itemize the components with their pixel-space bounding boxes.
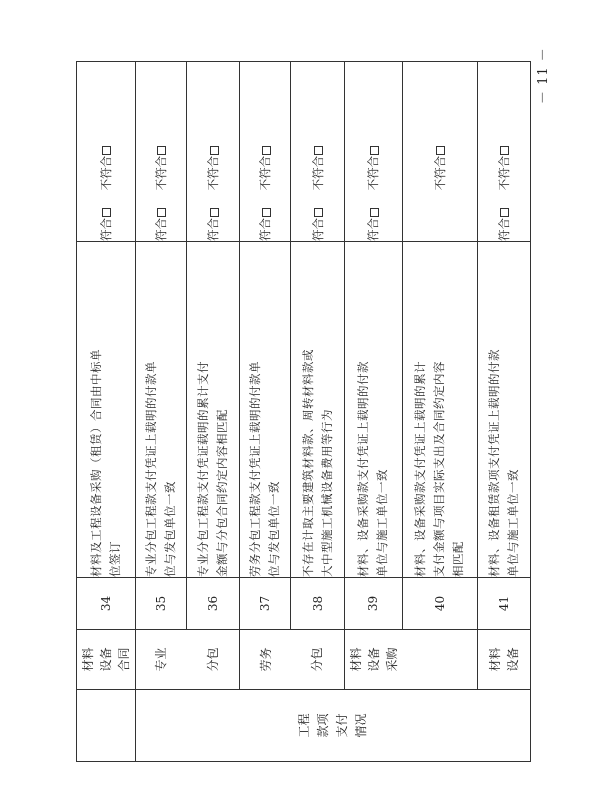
option-yes[interactable]: 符合 — [153, 208, 169, 241]
option-no[interactable]: 不符合 — [257, 146, 273, 191]
requirement-line: 劳务分包工程款支付凭证上载明的付款单 — [248, 361, 263, 577]
item-number: 40 — [402, 578, 477, 630]
checkbox-icon[interactable] — [157, 146, 166, 155]
category-text: 设备 — [98, 647, 113, 672]
checkbox-icon[interactable] — [157, 208, 166, 217]
result-cell — [344, 62, 402, 242]
blank-cell — [77, 690, 136, 762]
checkbox-icon[interactable] — [102, 146, 111, 155]
option-yes[interactable]: 符合 — [310, 208, 326, 241]
table-row — [402, 62, 477, 762]
requirement-line: 材料、设备采购款支付凭证上载明的付款 — [356, 361, 371, 577]
checkbox-icon[interactable] — [370, 146, 379, 155]
category-text: 材料 — [348, 647, 363, 672]
requirement-line: 单位与施工单位一致 — [375, 469, 390, 577]
checkbox-icon[interactable] — [500, 146, 509, 155]
table-row — [77, 62, 136, 762]
category-cell — [186, 630, 239, 690]
option-yes[interactable]: 符合 — [205, 208, 221, 241]
requirement-line: 位与发包单位一致 — [267, 481, 282, 577]
requirement-cell — [402, 242, 477, 578]
category-cell — [135, 630, 186, 690]
category-text: 设备 — [505, 647, 520, 672]
requirement-cell — [77, 242, 136, 578]
section-text: 款项 — [315, 713, 330, 738]
category-text: 专业 — [154, 647, 169, 672]
category-text: 材料 — [80, 647, 95, 672]
requirement-line: 不存在计取主要建筑材料款、周转材料款或 — [300, 349, 315, 577]
category-cell — [240, 630, 291, 690]
category-cell — [344, 630, 402, 690]
item-number: 39 — [344, 578, 402, 630]
result-cell — [135, 62, 186, 242]
option-yes[interactable]: 符合 — [98, 208, 114, 241]
requirement-line: 单位与施工单位一致 — [505, 469, 520, 577]
result-cell — [186, 62, 239, 242]
checkbox-icon[interactable] — [102, 208, 111, 217]
requirement-cell — [135, 242, 186, 578]
category-text: 材料 — [487, 647, 502, 672]
category-text: 分包 — [310, 647, 325, 672]
requirement-line: 金额与分包合同约定内容相匹配 — [215, 409, 230, 577]
option-no[interactable]: 不符合 — [496, 146, 512, 191]
checkbox-icon[interactable] — [436, 146, 445, 155]
item-number: 35 — [135, 578, 186, 630]
page-number: － 11 － — [536, 47, 551, 104]
item-number: 36 — [186, 578, 239, 630]
option-no[interactable]: 不符合 — [432, 146, 448, 191]
requirement-line: 材料及工程设备采购（租赁）合同由中标单 — [88, 349, 103, 577]
requirement-cell — [240, 242, 291, 578]
category-text: 采购 — [384, 647, 399, 672]
checklist-table — [76, 61, 531, 762]
category-cell — [291, 630, 344, 690]
requirement-cell — [186, 242, 239, 578]
option-yes[interactable]: 符合 — [257, 208, 273, 241]
category-cell — [477, 630, 530, 690]
table-row — [186, 62, 239, 762]
item-number: 38 — [291, 578, 344, 630]
category-text: 合同 — [116, 647, 131, 672]
option-no[interactable]: 不符合 — [310, 146, 326, 191]
section-text: 支付 — [334, 713, 349, 738]
category-text: 设备 — [366, 647, 381, 672]
result-cell — [240, 62, 291, 242]
checkbox-icon[interactable] — [210, 208, 219, 217]
checkbox-icon[interactable] — [314, 208, 323, 217]
option-no[interactable]: 不符合 — [98, 146, 114, 191]
requirement-line: 材料、设备采购款支付凭证上载明的累计 — [413, 361, 428, 577]
category-cell — [402, 630, 477, 690]
table-row — [477, 62, 530, 762]
result-cell — [77, 62, 136, 242]
requirement-cell — [477, 242, 530, 578]
requirement-cell — [291, 242, 344, 578]
option-no[interactable]: 不符合 — [153, 146, 169, 191]
checkbox-icon[interactable] — [262, 146, 271, 155]
result-cell — [291, 62, 344, 242]
requirement-line: 支付金额与项目实际支出及合同约定内容 — [432, 361, 447, 577]
table-row — [291, 62, 344, 762]
table-row — [135, 62, 186, 762]
category-text: 分包 — [205, 647, 220, 672]
requirement-line: 相匹配 — [451, 541, 466, 577]
table-row — [344, 62, 402, 762]
requirement-line: 大中型施工机械设备费用等行为 — [319, 409, 334, 577]
checkbox-icon[interactable] — [314, 146, 323, 155]
section-text: 情况 — [353, 713, 368, 738]
section-cell — [135, 690, 530, 762]
requirement-line: 专业分包工程款支付凭证载明的累计支付 — [196, 361, 211, 577]
option-no[interactable]: 不符合 — [365, 146, 381, 191]
table-row — [240, 62, 291, 762]
requirement-line: 材料、设备租赁款项支付凭证上载明的付款 — [486, 349, 501, 577]
result-cell — [477, 62, 530, 242]
option-no[interactable]: 不符合 — [205, 146, 221, 191]
item-number: 34 — [77, 578, 136, 630]
checkbox-icon[interactable] — [370, 208, 379, 217]
requirement-line: 位签订 — [107, 541, 122, 577]
category-cell — [77, 630, 136, 690]
section-text: 工程 — [296, 713, 311, 738]
result-cell — [402, 62, 477, 242]
checkbox-icon[interactable] — [210, 146, 219, 155]
requirement-line: 专业分包工程款支付凭证上载明的付款单 — [143, 361, 158, 577]
option-yes[interactable]: 符合 — [365, 208, 381, 241]
requirement-line: 位与发包单位一致 — [162, 481, 177, 577]
checkbox-icon[interactable] — [262, 208, 271, 217]
item-number: 41 — [477, 578, 530, 630]
requirement-cell — [344, 242, 402, 578]
category-text: 劳务 — [258, 647, 273, 672]
item-number: 37 — [240, 578, 291, 630]
option-yes[interactable]: 符合 — [496, 208, 512, 241]
checkbox-icon[interactable] — [500, 208, 509, 217]
